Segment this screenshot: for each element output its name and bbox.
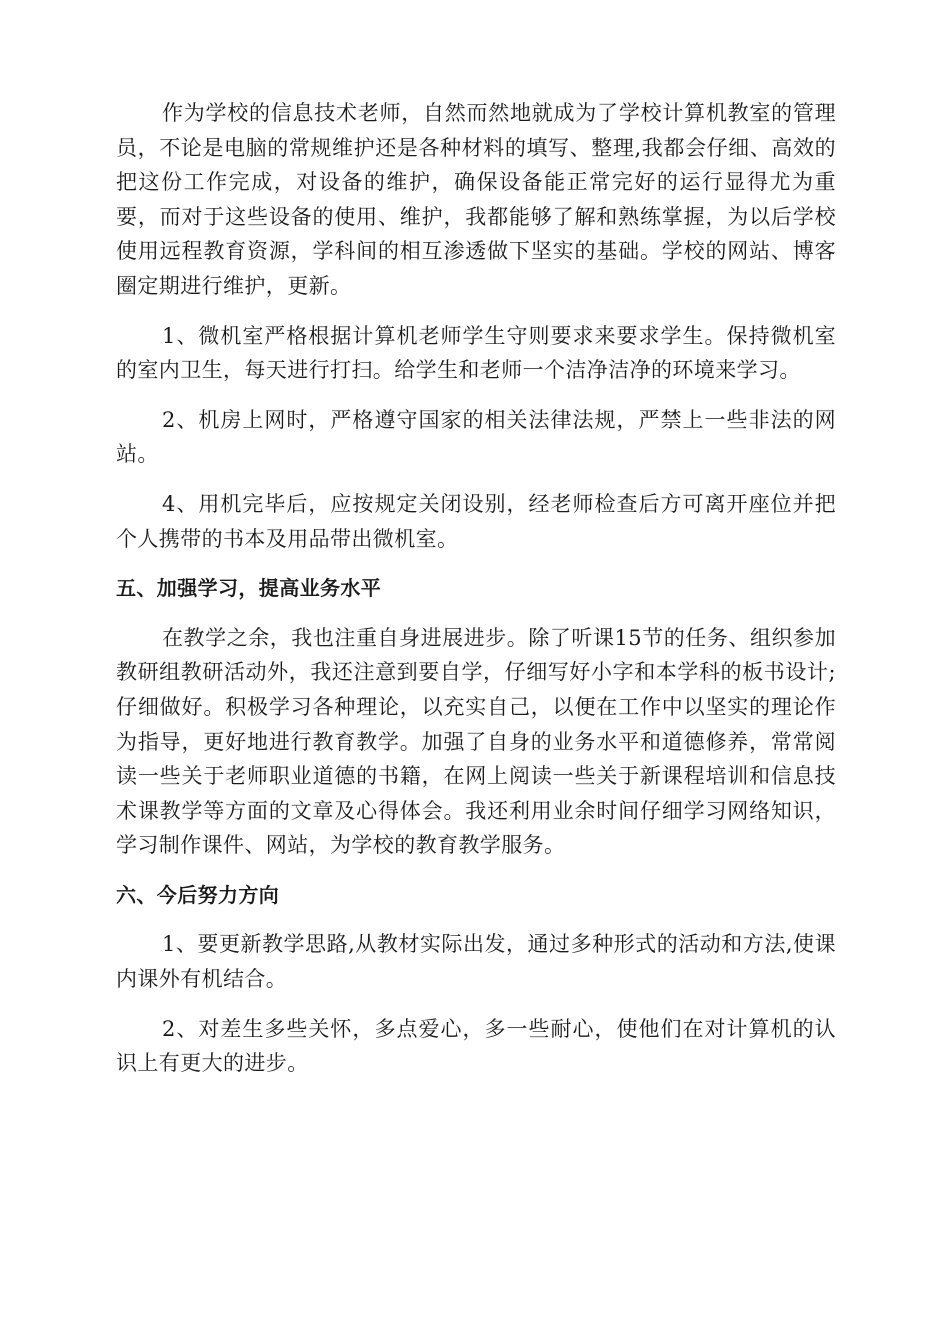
document-page — [116, 96, 836, 1096]
paragraph-direction-2: 2、对差生多些关怀，多点爱心，多一些耐心，使他们在对计算机的认识上有更大的进步。 — [116, 1016, 836, 1076]
paragraph-learning: 在教学之余，我也注重自身进展进步。除了听课15节的任务、组织参加教研组教研活动外，我还注意到要自学，仔细写好小字和本学科的板书设计;仔细做好。积极学习各种理论，以充实自己，以便在工作中以坚实的理论作为指导，更好地进行教育教学。加强了自身的业务水平和道德修养，常常阅读一些关于老师职业道德的书籍，在网上阅读一些关于新课程培训和信息技术课教学等方面的文章及心得体会。我还利用业余时间仔细学习网络知识，学习制作课件、网站，为学校的教育教学服务。 — [116, 625, 836, 858]
section-heading-6: 六、今后努力方向 — [116, 882, 280, 907]
paragraph-item-2-internet: 2、机房上网时，严格遵守国家的相关法律法规，严禁上一些非法的网站。 — [116, 407, 836, 467]
section-heading-5: 五、加强学习，提高业务水平 — [116, 576, 382, 601]
paragraph-item-4-shutdown: 4、用机完毕后，应按规定关闭设别，经老师检查后方可离开座位并把个人携带的书本及用品带出微机室。 — [116, 491, 836, 551]
paragraph-direction-1: 1、要更新教学思路,从教材实际出发，通过多种形式的活动和方法,使课内课外有机结合。 — [116, 932, 836, 992]
paragraph-computer-room-admin: 作为学校的信息技术老师，自然而然地就成为了学校计算机教室的管理员，不论是电脑的常规维护还是各种材料的填写、整理,我都会仔细、高效的把这份工作完成，对设备的维护，确保设备能正常完好的运行显得尤为重要，而对于这些设备的使用、维护，我都能够了解和熟练掌握，为以后学校使用远程教育资源，学科间的相互渗透做下坚实的基础。学校的网站、博客圈定期进行维护，更新。 — [116, 101, 836, 298]
paragraph-item-1-rules: 1、微机室严格根据计算机老师学生守则要求来要求学生。保持微机室的室内卫生，每天进行打扫。给学生和老师一个洁净洁净的环境来学习。 — [116, 323, 836, 383]
